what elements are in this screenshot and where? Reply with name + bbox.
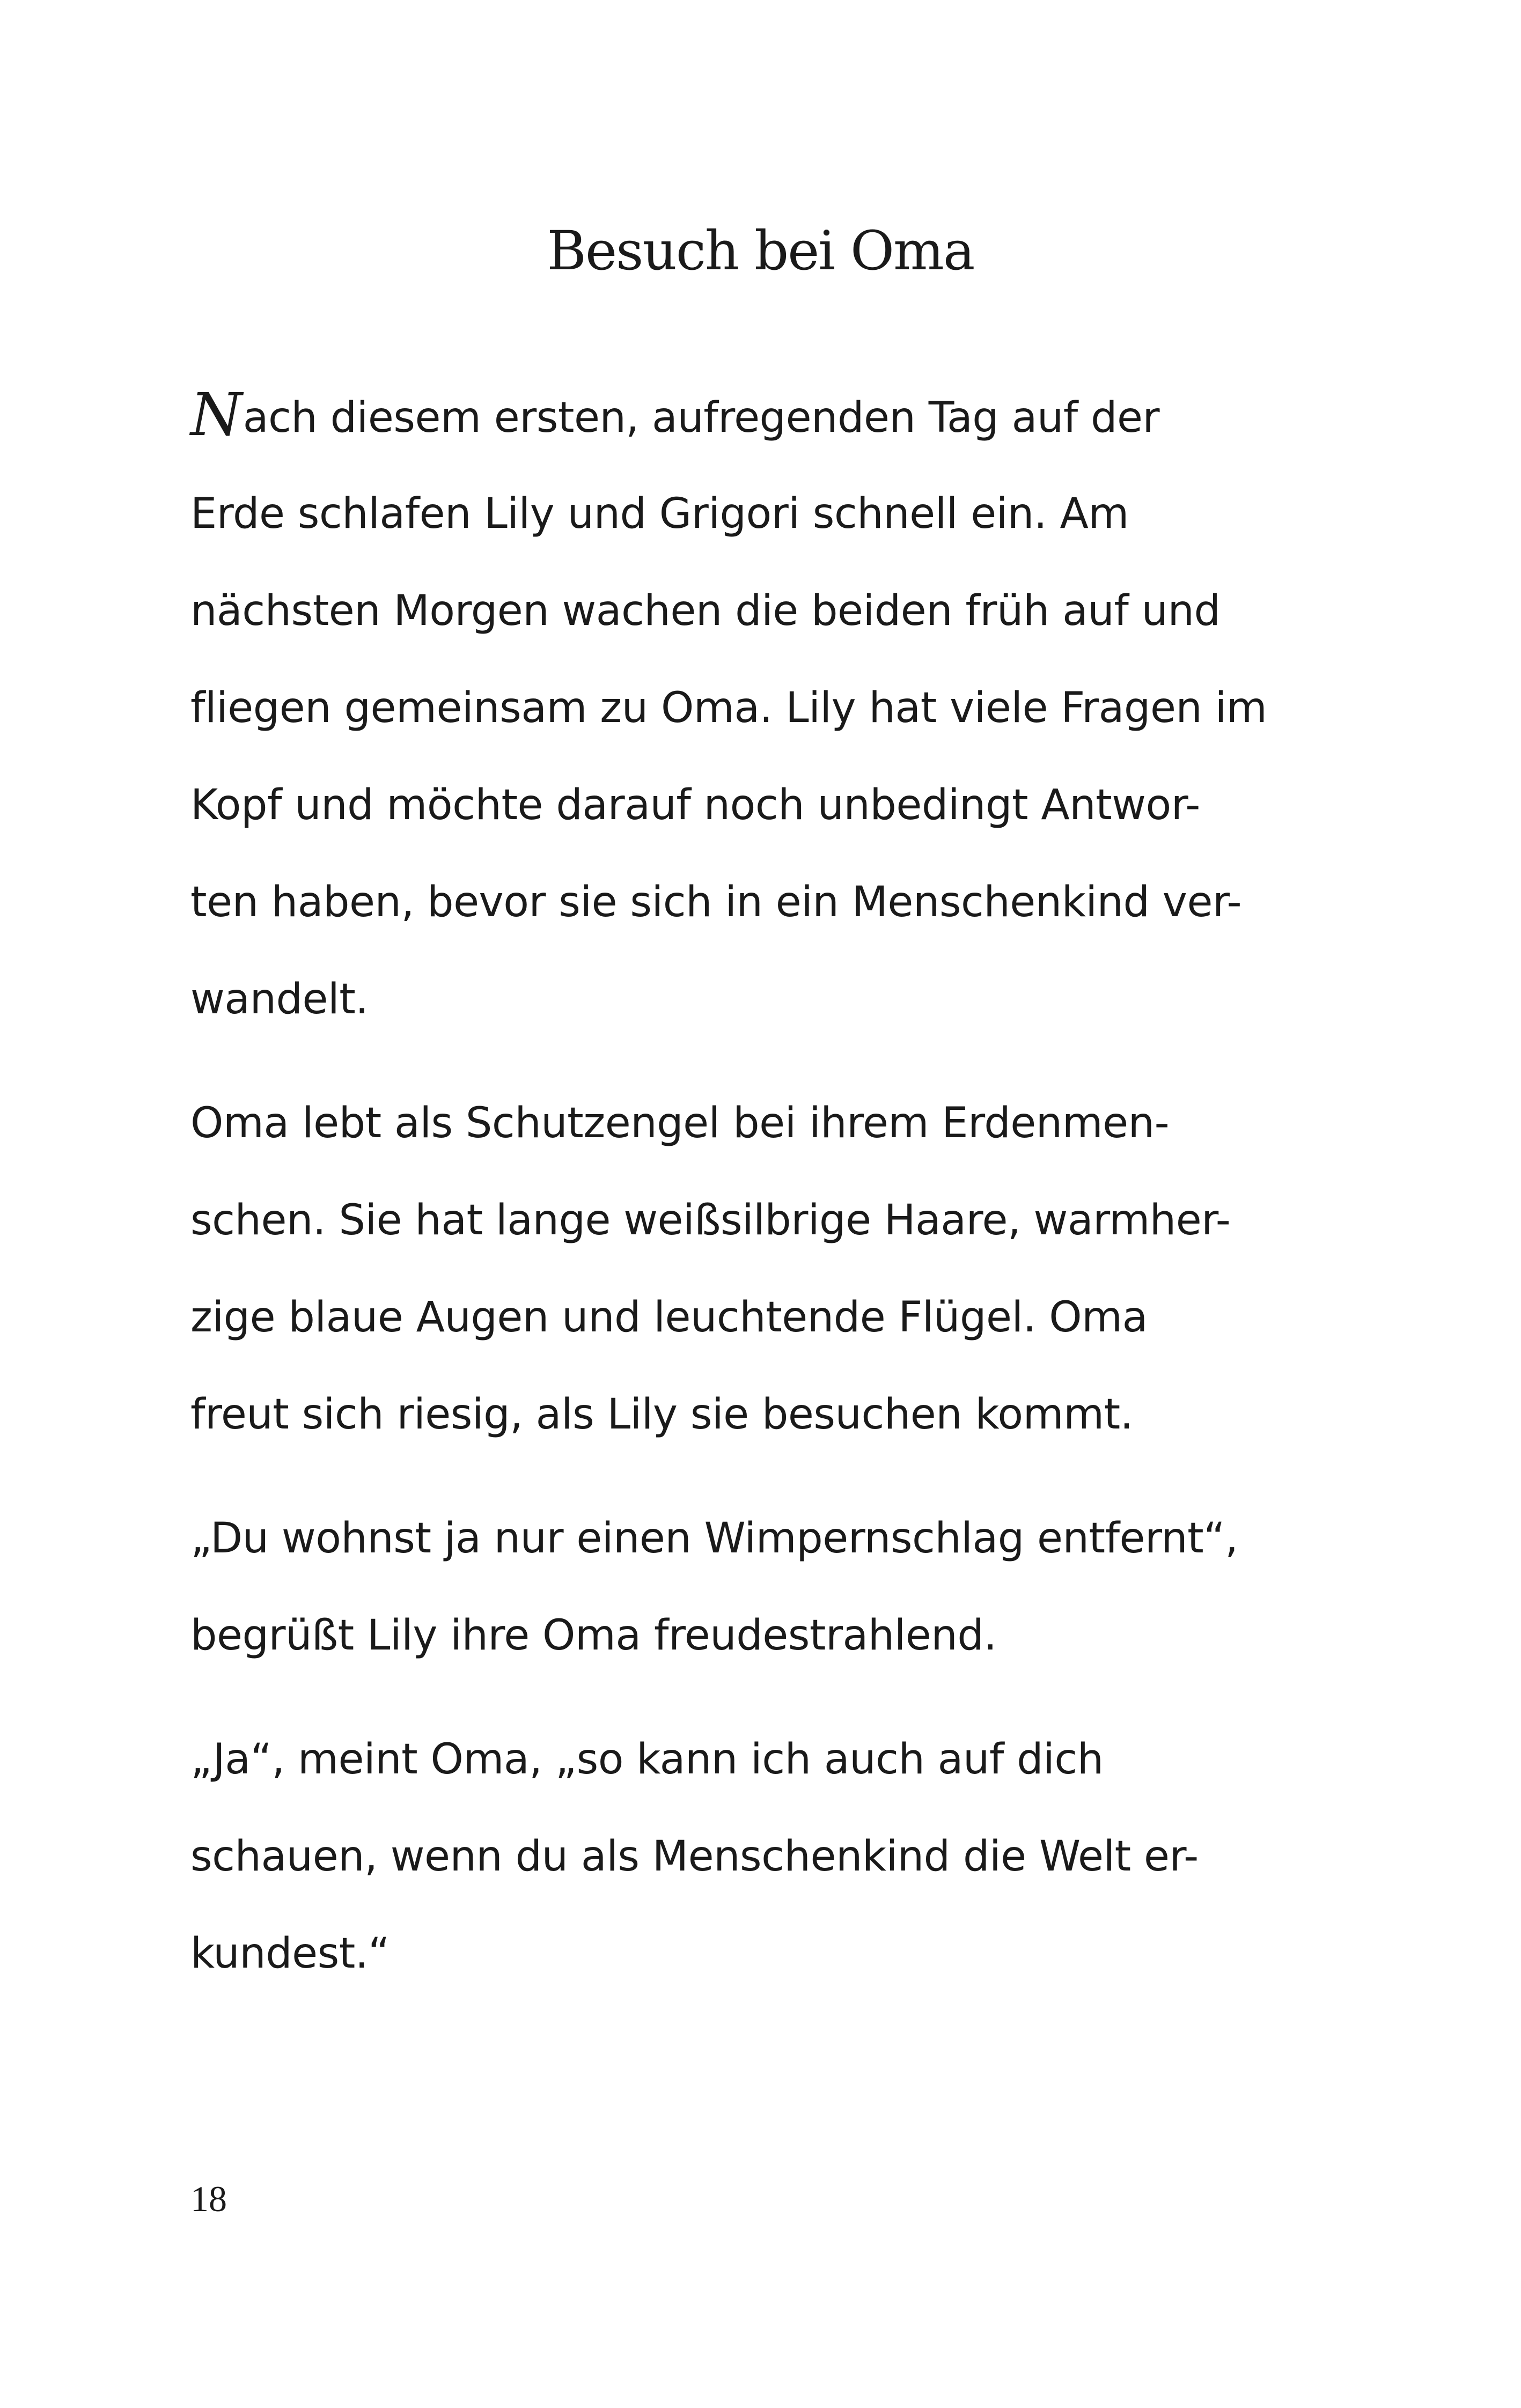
paragraph [190,1728,1344,2019]
text-line: nächsten Morgen wachen die beiden früh auf und [190,587,1221,635]
text-line: Oma lebt als Schutzengel bei ihrem Erdenmen- [190,1099,1170,1147]
text-line: Kopf und möchte darauf noch unbedingt Antwor- [190,781,1200,829]
page-number: 18 [190,2178,227,2219]
text-line: schauen, wenn du als Menschenkind die Welt er- [190,1832,1199,1881]
paragraph-gap [190,1701,1344,1728]
chapter-title: Besuch bei Oma [547,219,974,282]
text-line: Erde schlafen Lily und Grigori schnell ein. Am [190,490,1129,538]
text-line: begrüßt Lily ihre Oma freudestrahlend. [190,1611,997,1660]
text-line: schen. Sie hat lange weißsilbrige Haare, warmher- [190,1196,1231,1244]
text-line: ten haben, bevor sie sich in ein Menschenkind ver- [190,878,1242,926]
text-line: wandelt. [190,975,369,1023]
paragraph-gap [190,1065,1344,1092]
text-line: „Ja“, meint Oma, „so kann ich auch auf dich [190,1735,1104,1784]
text-line-content: ach diesem ersten, aufregenden Tag auf der [243,394,1160,442]
chapter-body [190,380,1344,2019]
text-line: kundest.“ [190,1930,390,1978]
text-line: fliegen gemeinsam zu Oma. Lily hat viele Fragen im [190,684,1267,732]
paragraph [190,380,1344,1065]
text-line: freut sich riesig, als Lily sie besuchen kommt. [190,1390,1133,1439]
text-line [190,380,1344,482]
decorative-initial: N [190,380,242,449]
paragraph [190,1507,1344,1701]
text-line: zige blaue Augen und leuchtende Flügel. Oma [190,1293,1148,1342]
paragraph [190,1092,1344,1480]
text-line: „Du wohnst ja nur einen Wimpernschlag entfernt“, [190,1514,1238,1563]
paragraph-gap [190,1480,1344,1507]
